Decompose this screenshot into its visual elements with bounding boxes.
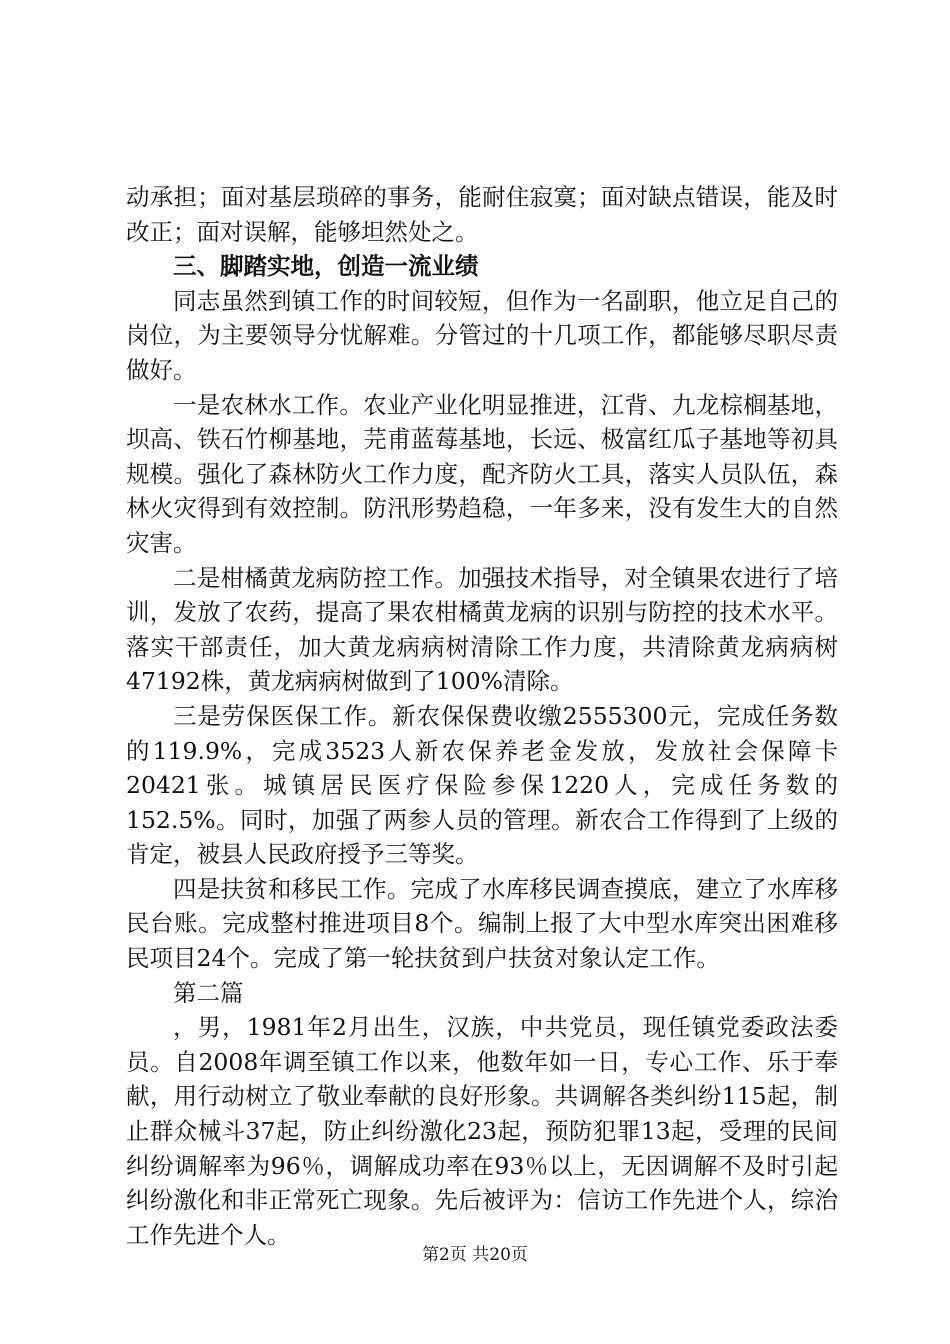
paragraph: 同志虽然到镇工作的时间较短，但作为一名副职，他立足自己的岗位，为主要领导分忧解难。分管过的十几项工作，都能够尽职尽责做好。: [126, 286, 838, 384]
paragraph: 一是农林水工作。农业产业化明显推进，江背、九龙棕榈基地，坝高、铁石竹柳基地，芫甫蓝莓基地，长远、极富红瓜子基地等初具规模。强化了森林防火工作力度，配齐防火工具，落实人员队伍，森林火灾得到有效控制。防汛形势趋稳，一年多来，没有发生大的自然灾害。: [126, 390, 838, 557]
paragraph: 三是劳保医保工作。新农保保费收缴2555300元，完成任务数的119.9%，完成3523人新农保养老金发放，发放社会保障卡20421张。城镇居民医疗保险参保1220人，完成任务数的152.5%。同时，加强了两参人员的管理。新农合工作得到了上级的肯定，被县人民政府授予三等奖。: [126, 701, 838, 869]
paragraph-continuation: 动承担；面对基层琐碎的事务，能耐住寂寞；面对缺点错误，能及时改正；面对误解，能够坦然处之。: [126, 183, 838, 246]
section-heading: 三、脚踏实地，创造一流业绩: [173, 252, 479, 281]
paragraph: ，男，1981年2月出生，汉族，中共党员，现任镇党委政法委员。自2008年调至镇工作以来，他数年如一日，专心工作、乐于奉献，用行动树立了敬业奉献的良好形象。共调解各类纠纷115起，制止群众械斗37起，防止纠纷激化23起，预防犯罪13起，受理的民间纠纷调解率为96％，调解成功率在93％以上，无因调解不及时引起纠纷激化和非正常死亡现象。先后被评为：信访工作先进个人，综治工作先进个人。: [126, 1013, 838, 1249]
paragraph: 四是扶贫和移民工作。完成了水库移民调查摸底，建立了水库移民台账。完成整村推进项目8个。编制上报了大中型水库突出困难移民项目24个。完成了第一轮扶贫到户扶贫对象认定工作。: [126, 874, 838, 973]
document-body: [126, 180, 838, 1252]
paragraph: 二是柑橘黄龙病防控工作。加强技术指导，对全镇果农进行了培训，发放了农药，提高了果农柑橘黄龙病的识别与防控的技术水平。落实干部责任，加大黄龙病病树清除工作力度，共清除黄龙病病树47192株，黄龙病病树做到了100%清除。: [126, 563, 838, 696]
part-title: 第二篇: [173, 978, 244, 1007]
page-number-footer: 第2页 共20页: [422, 1245, 528, 1265]
